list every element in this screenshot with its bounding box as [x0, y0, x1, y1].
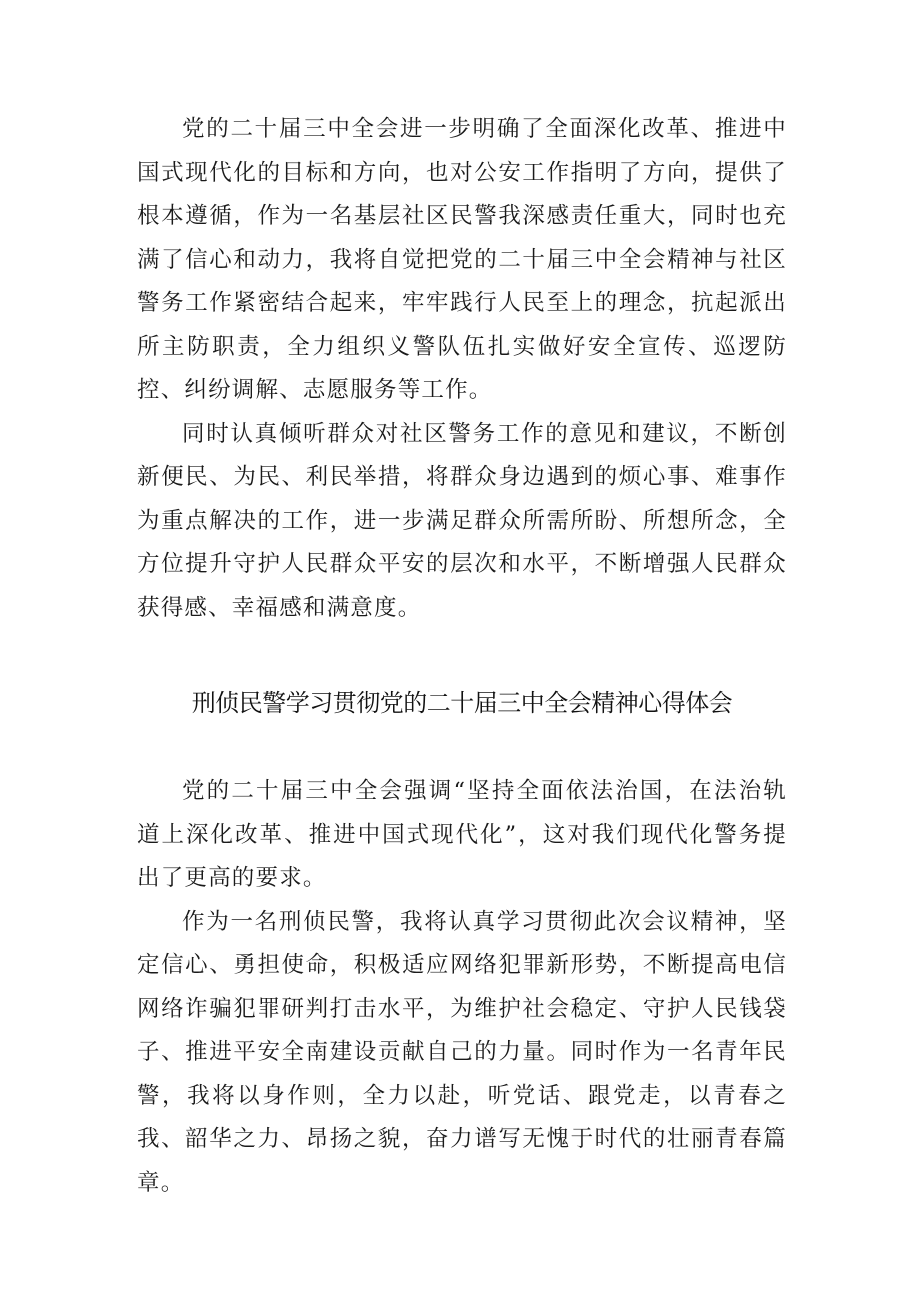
body-paragraph: 党的二十届三中全会强调“坚持全面依法治国，在法治轨道上深化改革、推进中国式现代化”，这对我们现代化警务提出了更高的要求。 [137, 778, 787, 891]
intro-section [137, 108, 787, 630]
section-body [137, 770, 787, 1205]
body-paragraph: 党的二十届三中全会进一步明确了全面深化改革、推进中国式现代化的目标和方向，也对公安工作指明了方向，提供了根本遵循，作为一名基层社区民警我深感责任重大，同时也充满了信心和动力，我将自觉把党的二十届三中全会精神与社区警务工作紧密结合起来，牢牢践行人民至上的理念，抗起派出所主防职责，全力组织义警队伍扎实做好安全宣传、巡逻防控、纠纷调解、志愿服务等工作。 [137, 116, 787, 403]
body-paragraph: 同时认真倾听群众对社区警务工作的意见和建议，不断创新便民、为民、利民举措，将群众身边遇到的烦心事、难事作为重点解决的工作，进一步满足群众所需所盼、所想所念，全方位提升守护人民群众平安的层次和水平，不断增强人民群众获得感、幸福感和满意度。 [137, 420, 787, 621]
body-paragraph: 作为一名刑侦民警，我将认真学习贯彻此次会议精神，坚定信心、勇担使命，积极适应网络犯罪新形势，不断提高电信网络诈骗犯罪研判打击水平，为维护社会稳定、守护人民钱袋子、推进平安全南建设贡献自己的力量。同时作为一名青年民警，我将以身作则，全力以赴，听党话、跟党走，以青春之我、韶华之力、昂扬之貌，奋力谱写无愧于时代的壮丽青春篇章。 [137, 908, 787, 1196]
section-heading: 刑侦民警学习贯彻党的二十届三中全会精神心得体会 [191, 689, 733, 717]
